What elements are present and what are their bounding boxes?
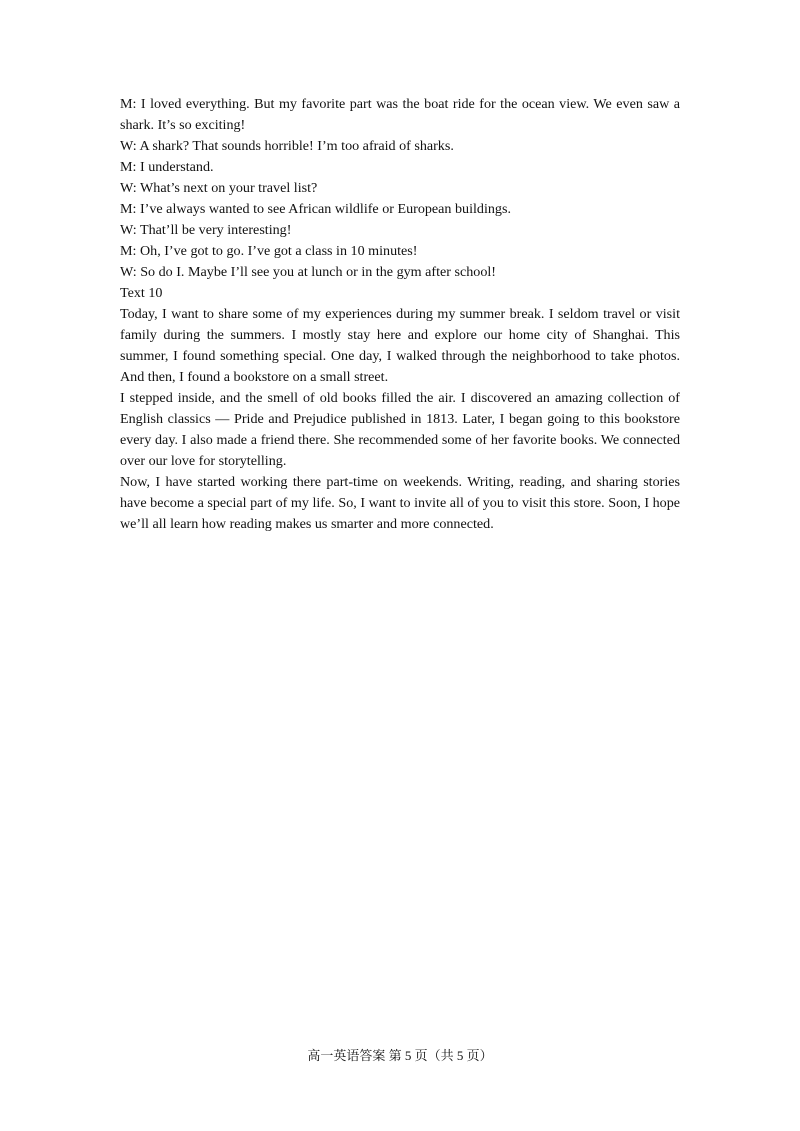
dialogue-line: M: Oh, I’ve got to go. I’ve got a class in 10 minutes!: [120, 243, 418, 259]
passage-paragraph: I stepped inside, and the smell of old books filled the air. I discovered an amazing collection of English classics — Pride and Prejudice published in 1813. Later, I began going to this bookstore every day. I also made a friend there. She recommended some of her favorite books. We connected over our love for storytelling.: [120, 390, 680, 469]
passage-paragraph: Now, I have started working there part-time on weekends. Writing, reading, and sharing stories have become a special part of my life. So, I want to invite all of you to visit this store. Soon, I hope we’ll all learn how reading makes us smarter and more connected.: [120, 474, 680, 532]
dialogue-line: W: So do I. Maybe I’ll see you at lunch or in the gym after school!: [120, 264, 496, 280]
dialogue-line: W: That’ll be very interesting!: [120, 222, 292, 238]
dialogue-line: M: I loved everything. But my favorite part was the boat ride for the ocean view. We even saw a shark. It’s so exciting!: [120, 96, 680, 133]
passage-paragraph: Today, I want to share some of my experiences during my summer break. I seldom travel or visit family during the summers. I mostly stay here and explore our home city of Shanghai. This summer, I found something special. One day, I walked through the neighborhood to take photos. And then, I found a bookstore on a small street.: [120, 306, 680, 385]
page-content: [120, 94, 680, 535]
dialogue-line: W: A shark? That sounds horrible! I’m too afraid of sharks.: [120, 138, 454, 154]
section-heading: Text 10: [120, 285, 163, 301]
dialogue-line: M: I understand.: [120, 159, 214, 175]
dialogue-line: W: What’s next on your travel list?: [120, 180, 318, 196]
dialogue-line: M: I’ve always wanted to see African wildlife or European buildings.: [120, 201, 511, 217]
page-footer: 高一英语答案 第 5 页（共 5 页）: [307, 1048, 493, 1063]
